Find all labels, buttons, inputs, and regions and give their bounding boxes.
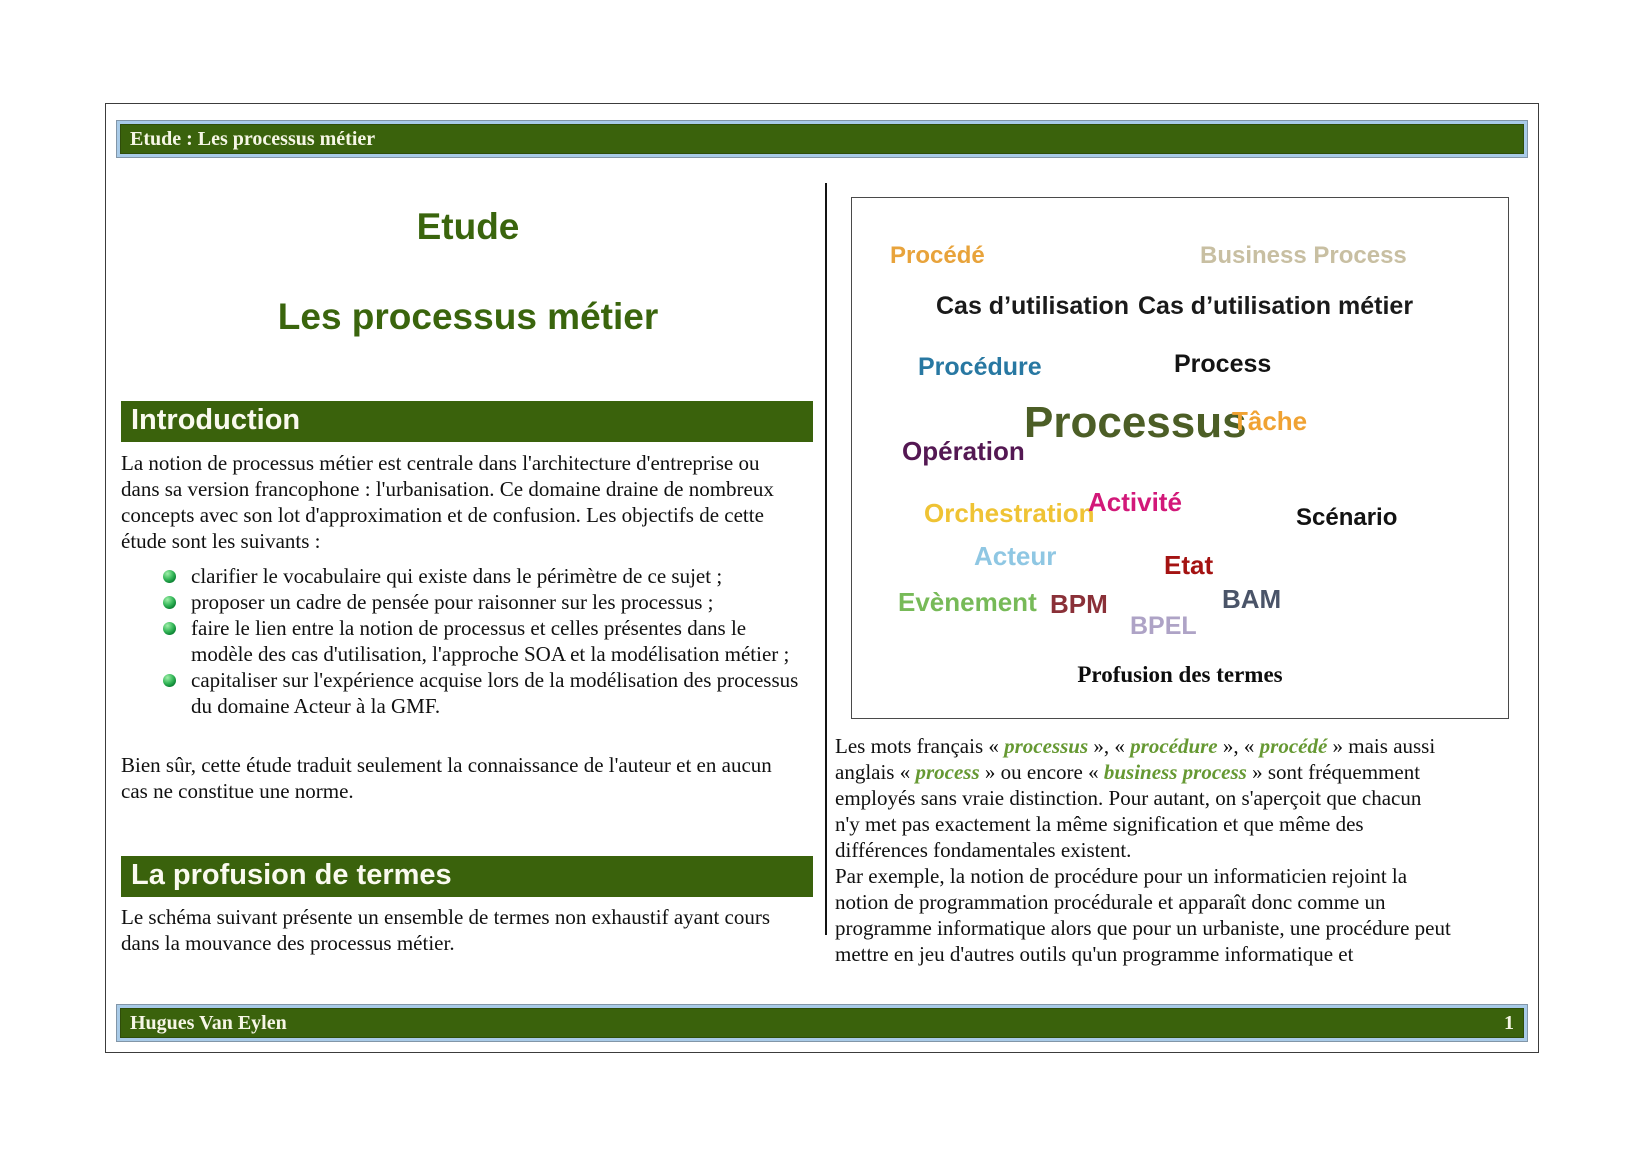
header-bar [120,124,1524,154]
intro-objectives [121,563,801,719]
bullet-text: clarifier le vocabulaire qui existe dans le périmètre de ce sujet ; [191,564,723,588]
cloud-term: Business Process [1200,242,1407,269]
doc-title-line2: Les processus métier [277,296,659,337]
cloud-term: Processus [1024,398,1247,447]
green-ball-bullet-icon [163,596,176,609]
cloud-term: BAM [1222,584,1282,614]
footer-author: Hugues Van Eylen [130,1011,287,1034]
section-heading-introduction: Introduction [121,401,813,442]
footer-page-number: 1 [1504,1011,1514,1034]
cloud-term: Etat [1164,550,1214,580]
green-ball-bullet-icon [163,622,176,635]
highlighted-term: procédure [1130,734,1218,758]
plain-text: », « [1217,734,1260,758]
cloud-term: Tâche [1232,406,1308,436]
header-title: Etude : Les processus métier [130,127,376,150]
cloud-caption: Profusion des termes [1077,662,1283,687]
highlighted-term: process [915,760,980,784]
green-ball-bullet-icon [163,570,176,583]
cloud-term: Process [1174,350,1272,378]
bullet-item [163,589,801,615]
plain-text: Les mots français « [835,734,1005,758]
disclaimer-paragraph: Bien sûr, cette étude traduit seulement la connaissance de l'auteur et en aucun cas ne constitue une norme. [121,753,772,803]
highlighted-term: business process [1103,760,1247,784]
plain-text: » mais aussi anglais « [835,734,1436,784]
bullet-list [121,563,801,719]
bullet-text: capitaliser sur l'expérience acquise lors de la modélisation des processus du domaine Acteur à la GMF. [191,668,799,718]
highlighted-term: processus [1004,734,1089,758]
plain-text: » sont fréquemment employés sans vraie distinction. Pour autant, on s'aperçoit que chacun n'y met pas exactement la même signification et que même des différences fondamentales existent. [835,760,1422,862]
bullet-item [163,667,801,719]
term-cloud-box [851,197,1509,719]
cloud-term: BPM [1050,589,1108,619]
column-divider [825,183,827,935]
green-ball-bullet-icon [163,674,176,687]
footer-bar [120,1008,1524,1038]
bullet-text: faire le lien entre la notion de processus et celles présentes dans le modèle des cas d'utilisation, l'approche SOA et la modélisation métier ; [191,616,790,666]
terms-discussion [835,733,1451,967]
plain-text: » ou encore « [979,760,1104,784]
bullet-item [163,563,801,589]
cloud-term: Opération [902,436,1025,466]
cloud-term: Acteur [974,541,1057,571]
bullet-item [163,615,801,667]
highlighted-term: procédé [1259,734,1328,758]
cloud-term: Evènement [898,587,1037,617]
cloud-term: Cas d’utilisation [936,292,1130,320]
cloud-term: Procédé [890,242,985,269]
cloud-term: Orchestration [924,498,1095,528]
cloud-term: Procédure [918,353,1042,381]
cloud-term: Activité [1088,487,1182,517]
terms-paragraph-2: Par exemple, la notion de procédure pour un informaticien rejoint la notion de programmation procédurale et apparaît donc comme un programme informatique alors que pour un urbaniste, une procédure peut mettre en jeu d'autres outils qu'un programme informatique et [835,864,1451,966]
cloud-term: Cas d’utilisation métier [1138,292,1414,320]
profusion-paragraph: Le schéma suivant présente un ensemble de termes non exhaustif ayant cours dans la mouvance des processus métier. [121,905,771,955]
document-page [105,103,1539,1053]
doc-title-line1: Etude [416,206,520,247]
terms-paragraph-1 [835,733,1451,863]
intro-paragraph: La notion de processus métier est centrale dans l'architecture d'entreprise ou dans sa version francophone : l'urbanisation. Ce domaine draine de nombreux concepts avec son lot d'approximation et de confusion. Les objectifs de cette étude sont les suivants : [121,451,774,553]
section-heading-profusion: La profusion de termes [121,856,813,897]
cloud-term: Scénario [1296,504,1398,531]
cloud-term: BPEL [1130,612,1197,640]
bullet-text: proposer un cadre de pensée pour raisonner sur les processus ; [191,590,714,614]
plain-text: », « [1088,734,1131,758]
